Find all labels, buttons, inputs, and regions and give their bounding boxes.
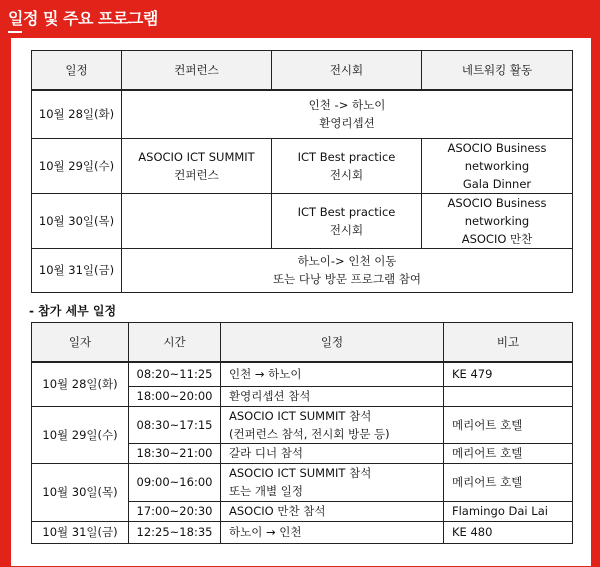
table-row xyxy=(32,463,573,501)
cell-text: ASOCIO ICT SUMMIT 참석 xyxy=(229,466,372,480)
schedule-networking-cell xyxy=(422,138,573,193)
detail-table xyxy=(31,322,573,544)
detail-header-date: 일자 xyxy=(32,323,129,363)
detail-plan xyxy=(221,406,444,443)
cell-text: 또는 다낭 방문 프로그램 참여 xyxy=(273,272,421,286)
schedule-table xyxy=(31,50,573,293)
cell-text: ASOCIO 만찬 참석 xyxy=(229,504,326,518)
cell-text: 또는 개별 일정 xyxy=(229,484,303,498)
cell-text: 컨퍼런스 xyxy=(174,167,219,182)
cell-text: 인천 -> 하노이 xyxy=(308,98,386,113)
table-row xyxy=(32,138,573,193)
detail-plan xyxy=(221,463,444,501)
detail-time: 12:25~18:35 xyxy=(129,521,221,543)
schedule-exhibition-cell xyxy=(272,193,422,248)
cell-text: 인천 → 하노이 xyxy=(229,367,302,382)
detail-header-row xyxy=(32,323,573,363)
detail-note: Flamingo Dai Lai xyxy=(444,501,573,521)
table-row xyxy=(32,521,573,543)
cell-text: ASOCIO 만찬 xyxy=(461,231,533,246)
detail-time: 08:20~11:25 xyxy=(129,362,221,386)
cell-text: 하노이-> 인천 이동 xyxy=(297,254,397,268)
schedule-header-conference: 컨퍼런스 xyxy=(122,51,272,91)
schedule-date: 10월 29일(수) xyxy=(32,138,122,193)
cell-text: ASOCIO Business xyxy=(447,195,547,210)
cell-text: ICT Best practice xyxy=(297,149,396,164)
detail-header-plan: 일정 xyxy=(221,323,444,363)
schedule-conference-cell xyxy=(122,193,272,248)
schedule-header-networking: 네트워킹 활동 xyxy=(422,51,573,91)
detail-time: 09:00~16:00 xyxy=(129,463,221,501)
table-row xyxy=(32,90,573,138)
section-header xyxy=(0,0,600,38)
detail-plan xyxy=(221,501,444,521)
detail-plan xyxy=(221,443,444,463)
cell-text: 전시회 xyxy=(329,222,364,237)
detail-time: 18:00~20:00 xyxy=(129,386,221,406)
detail-date: 10월 28일(화) xyxy=(32,362,129,406)
table-row xyxy=(32,362,573,386)
schedule-networking-cell xyxy=(422,193,573,248)
detail-plan xyxy=(221,521,444,543)
cell-text: ASOCIO ICT SUMMIT 참석 xyxy=(229,408,372,423)
detail-note: KE 480 xyxy=(444,521,573,543)
cell-text: 환영리셉션 참석 xyxy=(229,389,311,403)
cell-text: networking xyxy=(464,158,530,173)
detail-note: KE 479 xyxy=(444,362,573,386)
detail-note: 메리어트 호텔 xyxy=(444,406,573,443)
detail-note xyxy=(444,386,573,406)
schedule-exhibition-cell xyxy=(272,138,422,193)
cell-text: networking xyxy=(464,213,530,228)
detail-plan xyxy=(221,362,444,386)
table-row xyxy=(32,193,573,248)
page-title: 일정 및 주요 프로그램 xyxy=(8,6,158,29)
cell-text: 전시회 xyxy=(329,167,364,182)
schedule-merged-cell xyxy=(122,248,573,292)
detail-header-note: 비고 xyxy=(444,323,573,363)
cell-text: Gala Dinner xyxy=(462,176,532,191)
cell-text: ASOCIO Business xyxy=(447,140,547,155)
detail-date: 10월 29일(수) xyxy=(32,406,129,463)
schedule-conference-cell xyxy=(122,138,272,193)
cell-text: 환영리셉션 xyxy=(319,116,375,131)
detail-date: 10월 30일(목) xyxy=(32,463,129,521)
schedule-header-date: 일정 xyxy=(32,51,122,91)
detail-note: 메리어트 호텔 xyxy=(444,463,573,501)
cell-text: 갈라 디너 참석 xyxy=(229,446,303,460)
detail-note: 메리어트 호텔 xyxy=(444,443,573,463)
section-label: - 참가 세부 일정 xyxy=(29,304,117,318)
schedule-merged-cell xyxy=(122,90,573,138)
cell-text: ICT Best practice xyxy=(297,204,396,219)
table-row xyxy=(32,406,573,443)
cell-text: ASOCIO ICT SUMMIT xyxy=(138,149,255,164)
cell-text: (컨퍼런스 참석, 전시회 방문 등) xyxy=(229,426,390,441)
detail-header-time: 시간 xyxy=(129,323,221,363)
table-row xyxy=(32,248,573,292)
schedule-date: 10월 28일(화) xyxy=(32,90,122,138)
cell-text: 하노이 → 인천 xyxy=(229,525,302,539)
detail-date: 10월 31일(금) xyxy=(32,521,129,543)
detail-time: 18:30~21:00 xyxy=(129,443,221,463)
detail-time: 08:30~17:15 xyxy=(129,406,221,443)
content-panel xyxy=(11,38,591,566)
detail-time: 17:00~20:30 xyxy=(129,501,221,521)
schedule-header-exhibition: 전시회 xyxy=(272,51,422,91)
schedule-date: 10월 30일(목) xyxy=(32,193,122,248)
detail-plan xyxy=(221,386,444,406)
schedule-header-row xyxy=(32,51,573,91)
schedule-date: 10월 31일(금) xyxy=(32,248,122,292)
